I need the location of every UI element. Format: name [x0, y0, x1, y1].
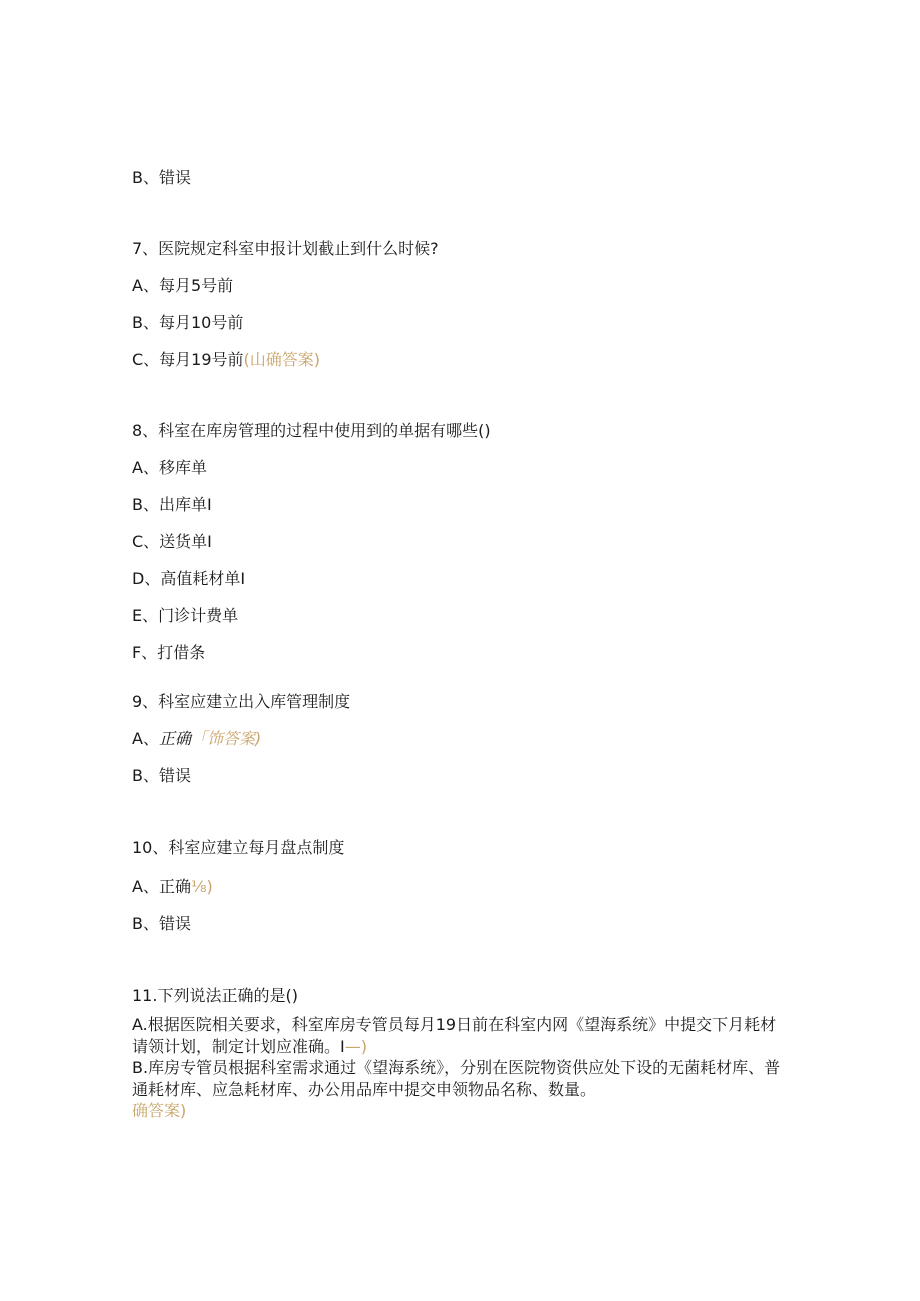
q8-option-e: E、门诊计费单	[132, 606, 239, 625]
q10-option-a-note: ⅛)	[190, 877, 213, 896]
q7-option-c	[132, 349, 320, 371]
q7-option-c-text: C、每月19号前	[132, 350, 244, 369]
q7-option-b: B、每月10号前	[132, 313, 244, 332]
q7-question: 7、医院规定科室申报计划截止到什么时候?	[132, 239, 439, 258]
q11-option-a	[132, 1014, 782, 1058]
q10-question: 10、科室应建立每月盘点制度	[132, 838, 345, 857]
q8-option-a: A、移库单	[132, 458, 207, 477]
q8-option-b: B、出库单I	[132, 495, 212, 514]
q10-option-b: B、错误	[132, 914, 191, 933]
q7-option-a: A、每月5号前	[132, 276, 234, 295]
q7-option-c-note: (山确答案)	[243, 350, 321, 369]
q9-option-a	[132, 728, 261, 750]
q11-option-b: B.库房专管员根据科室需求通过《望海系统》，分别在医院物资供应处下设的无菌耗材库、普通耗材库、应急耗材库、办公用品库中提交申领物品名称、数量。	[132, 1058, 781, 1099]
q11-option-a-text: A.根据医院相关要求，科室库房专管员每月19日前在科室内网《望海系统》中提交下月耗材请领计划，制定计划应准确。I	[132, 1015, 777, 1056]
q8-option-d: D、高值耗材单I	[132, 569, 246, 588]
q11-option-a-note: —)	[344, 1037, 367, 1056]
q9-option-a-text: 正确	[158, 729, 191, 748]
q8-option-c: C、送货单I	[132, 532, 212, 551]
q9-question: 9、科室应建立出入库管理制度	[132, 692, 351, 711]
q10-option-a	[132, 876, 213, 898]
q9-option-b: B、错误	[132, 766, 191, 785]
q9-option-a-prefix: A、	[132, 729, 159, 748]
q8-question: 8、科室在库房管理的过程中使用到的单据有哪些()	[132, 421, 491, 440]
q6-option-b: B、错误	[132, 168, 191, 187]
q8-option-f: F、打借条	[132, 643, 206, 662]
q11-question: 11.下列说法正确的是()	[132, 986, 298, 1005]
q10-option-a-text: A、正确	[132, 877, 191, 896]
q11-answer-note: 确答案)	[132, 1101, 187, 1120]
q9-option-a-note: 「饰答案)	[190, 729, 262, 748]
